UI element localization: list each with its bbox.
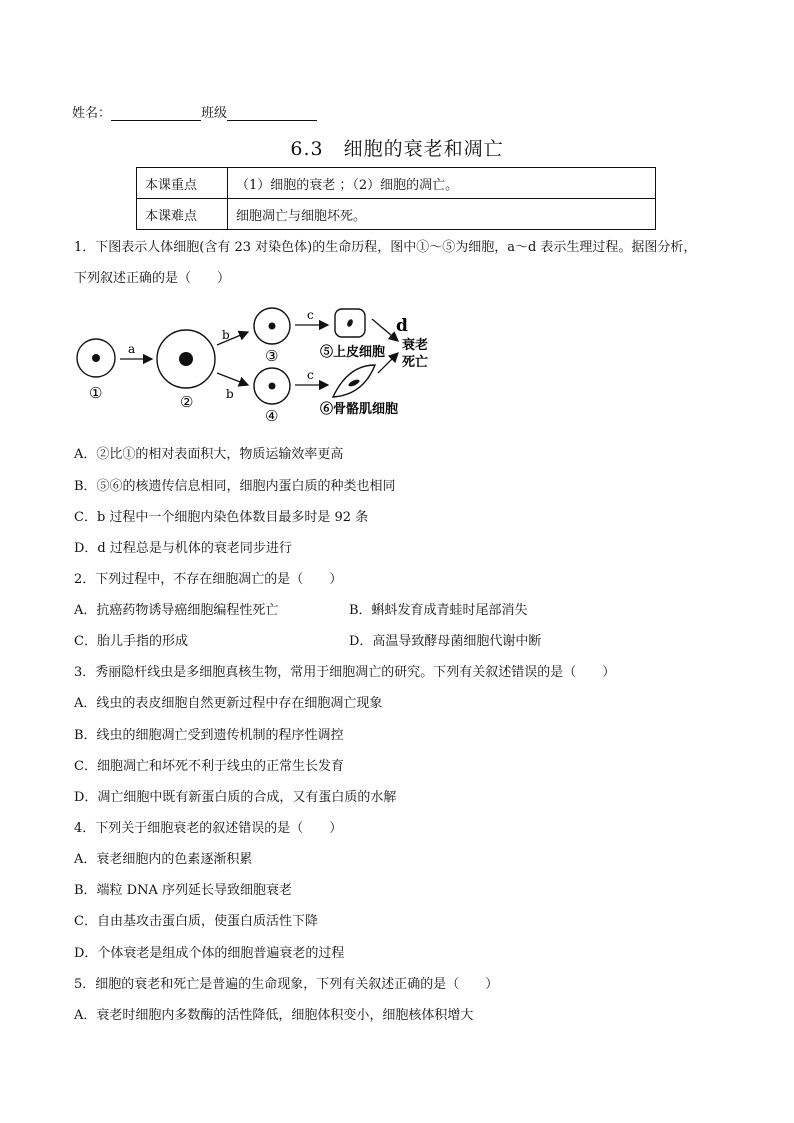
q2-option-c: C．胎儿手指的形成 <box>74 634 188 649</box>
table-key-focus: 本课重点 <box>137 168 228 199</box>
cell-2-label: ② <box>180 393 194 411</box>
cell-life-history-figure <box>70 303 450 423</box>
class-blank[interactable] <box>227 106 317 121</box>
q4-option-a: A．衰老细胞内的色素逐渐积累 <box>74 852 253 867</box>
cell-4-nucleus <box>269 383 276 390</box>
q1-option-d: D．d 过程总是与机体的衰老同步进行 <box>74 541 292 556</box>
arrow-b-lower-label: b <box>226 387 234 401</box>
cell-6-nucleus <box>348 378 361 388</box>
name-blank[interactable] <box>111 106 201 121</box>
cell-5-nucleus <box>346 318 354 327</box>
cell-4-label: ④ <box>265 407 279 423</box>
q3-option-a: A．线虫的表皮细胞自然更新过程中存在细胞凋亡现象 <box>74 696 383 711</box>
arrow-c-upper-label: c <box>307 308 314 322</box>
q1-option-a: A．②比①的相对表面积大，物质运输效率更高 <box>74 447 344 462</box>
table-value-focus: （1）细胞的衰老 ；（2）细胞的凋亡。 <box>228 168 656 199</box>
arrow-d-label: d <box>396 316 408 336</box>
q4-option-d: D．个体衰老是组成个体的细胞普遍衰老的过程 <box>74 946 345 961</box>
arrow-d-upper <box>372 319 398 341</box>
lesson-info-table <box>136 167 656 230</box>
arrow-b-lower <box>217 373 248 385</box>
q1-stem-line2: 下列叙述正确的是（ ） <box>74 271 231 286</box>
q5-stem: 5．细胞的衰老和死亡是普遍的生命现象，下列有关叙述正确的是（ ） <box>74 977 499 992</box>
q4-option-b: B．端粒 DNA 序列延长导致细胞衰老 <box>74 883 293 898</box>
q4-stem: 4．下列关于细胞衰老的叙述错误的是（ ） <box>74 821 343 836</box>
cell-3-nucleus <box>269 323 276 330</box>
q3-stem: 3．秀丽隐杆线虫是多细胞真核生物，常用于细胞凋亡的研究。下列有关叙述错误的是（ ） <box>74 665 616 680</box>
q3-option-c: C．细胞凋亡和坏死不利于线虫的正常生长发育 <box>74 759 344 774</box>
student-info-line <box>72 102 317 121</box>
outcome-death-label: 死亡 <box>402 355 429 370</box>
table-key-difficulty: 本课难点 <box>137 199 228 230</box>
q5-option-a: A．衰老时细胞内多数酶的活性降低，细胞体积变小，细胞核体积增大 <box>74 1008 474 1023</box>
q3-option-b: B．线虫的细胞凋亡受到遗传机制的程序性调控 <box>74 728 344 743</box>
table-value-difficulty: 细胞凋亡与细胞坏死。 <box>228 199 656 230</box>
arrow-c-lower-label: c <box>307 368 314 382</box>
cell-2-nucleus <box>179 352 193 366</box>
cell-1-nucleus <box>92 354 100 362</box>
q1-option-c: C．b 过程中一个细胞内染色体数目最多时是 92 条 <box>74 510 369 525</box>
q2-option-a: A．抗癌药物诱导癌细胞编程性死亡 <box>74 603 279 618</box>
cell-3-label: ③ <box>265 347 279 365</box>
table-row <box>137 199 656 230</box>
name-label: 姓名： <box>72 106 112 121</box>
cell-5-label: ⑤上皮细胞 <box>320 345 386 360</box>
q1-stem-line1: 1．下图表示人体细胞(含有 23 对染色体)的生命历程，图中①～⑤为细胞，a～d 表示生理过程。据图分析， <box>74 240 697 255</box>
table-row <box>137 168 656 199</box>
arrow-a-label: a <box>128 342 136 356</box>
arrow-b-upper-label: b <box>222 328 230 342</box>
outcome-senescence-label: 衰老 <box>402 338 429 353</box>
q2-stem: 2．下列过程中，不存在细胞凋亡的是（ ） <box>74 572 343 587</box>
q2-option-d: D．高温导致酵母菌细胞代谢中断 <box>349 634 542 649</box>
page-title: 6.3 细胞的衰老和凋亡 <box>290 138 504 160</box>
q4-option-c: C．自由基攻击蛋白质，使蛋白质活性下降 <box>74 914 318 929</box>
cell-1-label: ① <box>89 384 103 402</box>
q1-option-b: B．⑤⑥的核遗传信息相同，细胞内蛋白质的种类也相同 <box>74 479 396 494</box>
q3-option-d: D．凋亡细胞中既有新蛋白质的合成，又有蛋白质的水解 <box>74 790 397 805</box>
q2-option-b: B．蝌蚪发育成青蛙时尾部消失 <box>349 603 528 618</box>
cell-6-label: ⑥骨骼肌细胞 <box>320 402 399 417</box>
class-label: 班级 <box>201 106 228 121</box>
